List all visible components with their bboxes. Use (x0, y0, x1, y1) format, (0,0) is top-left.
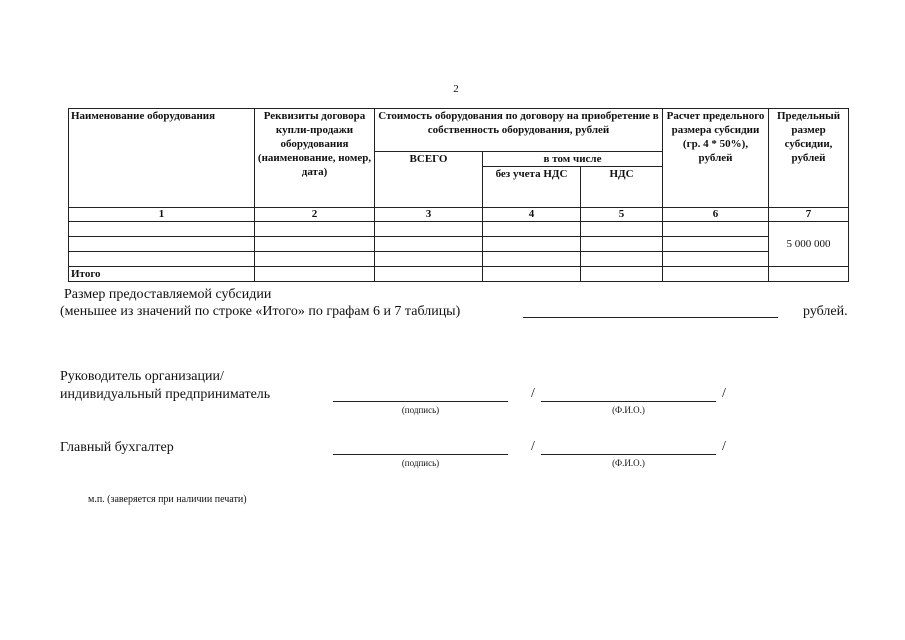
subsidy-limit-value: 5 000 000 (769, 222, 849, 267)
separator-slash: / (531, 439, 535, 454)
column-number: 6 (663, 208, 769, 222)
column-number: 1 (69, 208, 255, 222)
header-including: в том числе (483, 152, 663, 167)
subsidy-amount-field[interactable] (523, 317, 778, 318)
subsidy-label: Размер предоставляемой субсидии (64, 287, 272, 302)
head-title-line1: Руководитель организации/ (60, 369, 224, 384)
header-subsidy-limit: Предельный размер субсидии, рублей (769, 109, 849, 208)
column-number: 7 (769, 208, 849, 222)
column-number: 5 (581, 208, 663, 222)
header-equipment-name: Наименование оборудования (69, 109, 255, 208)
header-contract-details: Реквизиты договора купли-продажи оборудования (наименование, номер, дата) (255, 109, 375, 208)
head-title-line2: индивидуальный предприниматель (60, 387, 271, 402)
header-without-vat: без учета НДС (483, 167, 581, 208)
separator-slash: / (722, 439, 726, 454)
head-signature-field[interactable] (333, 401, 508, 402)
total-row (69, 267, 849, 282)
signature-caption: (подпись) (401, 405, 440, 415)
table-row (69, 252, 849, 267)
name-caption: (Ф.И.О.) (612, 405, 645, 415)
equipment-table (68, 108, 849, 282)
stamp-note: м.п. (заверяется при наличии печати) (88, 494, 247, 505)
column-number: 2 (255, 208, 375, 222)
name-caption: (Ф.И.О.) (612, 458, 645, 468)
header-total: ВСЕГО (375, 152, 483, 208)
header-vat: НДС (581, 167, 663, 208)
subsidy-unit: рублей. (803, 304, 848, 319)
table-row (69, 237, 849, 252)
separator-slash: / (531, 386, 535, 401)
total-label: Итого (69, 267, 255, 282)
table-row (69, 222, 849, 237)
header-subsidy-calc: Расчет предельного размера субсидии (гр. 4 * 50%), рублей (663, 109, 769, 208)
accountant-signature-field[interactable] (333, 454, 508, 455)
head-name-field[interactable] (541, 401, 716, 402)
column-number: 4 (483, 208, 581, 222)
subsidy-note: (меньшее из значений по строке «Итого» по графам 6 и 7 таблицы) (60, 304, 461, 319)
column-number: 3 (375, 208, 483, 222)
signature-caption: (подпись) (401, 458, 440, 468)
header-cost-group: Стоимость оборудования по договору на приобретение в собственность оборудования, рублей (375, 109, 663, 152)
accountant-name-field[interactable] (541, 454, 716, 455)
separator-slash: / (722, 386, 726, 401)
page-number: 2 (453, 83, 459, 95)
accountant-title: Главный бухгалтер (60, 440, 174, 455)
